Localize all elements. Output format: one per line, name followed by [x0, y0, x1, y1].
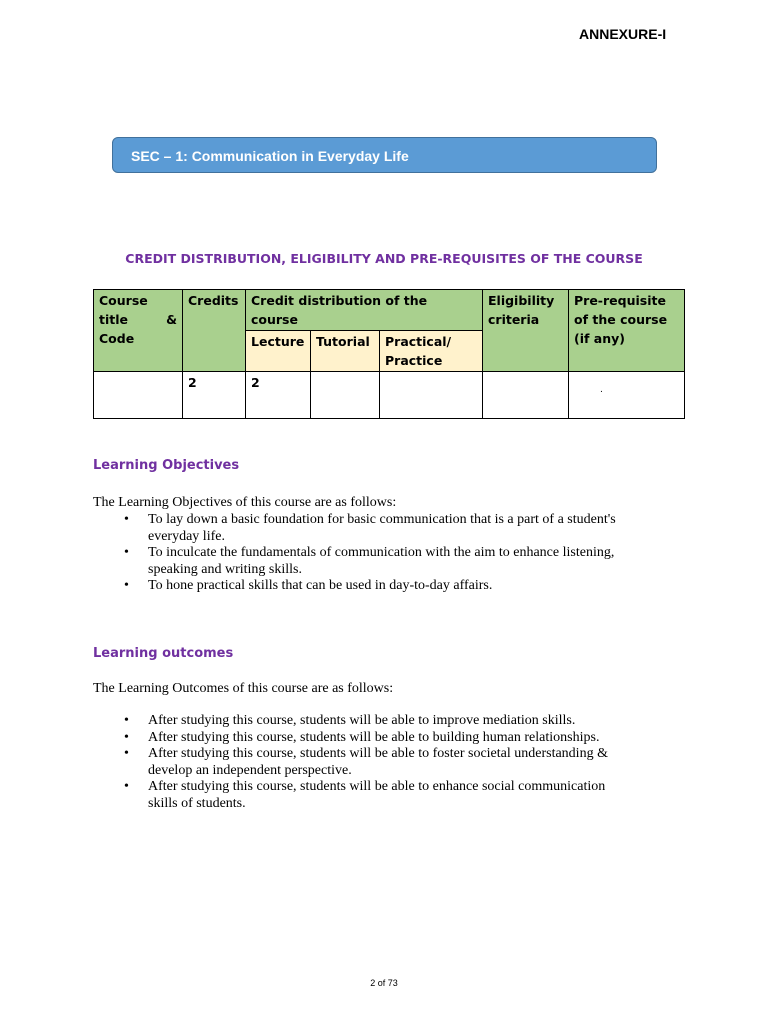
list-item [93, 730, 683, 747]
subheader-practical-line1: Practical/ [385, 334, 452, 349]
page-number: 2 of 73 [370, 978, 398, 988]
header-prereq-line1: Pre-requisite [574, 293, 666, 308]
subheader-practical-line2: Practice [385, 353, 443, 368]
outcome-4-line2: skills of students. [148, 795, 246, 811]
outcome-1-line1: After studying this course, students will be able to improve mediation skills. [148, 713, 576, 728]
learning-objectives-list [93, 512, 683, 595]
bullet-icon: • [124, 713, 129, 728]
header-course-title-code [94, 290, 183, 372]
annexure-label: ANNEXURE-I [579, 26, 667, 42]
bullet-icon: • [124, 729, 129, 745]
credit-distribution-heading: CREDIT DISTRIBUTION, ELIGIBILITY AND PRE-REQUISITES OF THE COURSE [125, 251, 643, 266]
cell-prereq-dot: . [600, 385, 603, 395]
header-prerequisite [569, 290, 685, 372]
course-title-banner: SEC – 1: Communication in Everyday Life [112, 137, 657, 173]
list-item [93, 779, 683, 812]
bullet-icon: • [124, 545, 129, 560]
outcome-3-line2: develop an independent perspective. [148, 762, 352, 778]
list-item [93, 746, 683, 779]
header-course-line1: Course [99, 293, 148, 308]
cell-lecture: 2 [246, 372, 311, 419]
cell-course [94, 372, 183, 419]
list-item [93, 713, 683, 730]
list-item [93, 512, 683, 545]
cell-credits: 2 [183, 372, 246, 419]
learning-outcomes-title: Learning outcomes [93, 646, 234, 661]
header-course-title-word: title [99, 312, 128, 327]
header-prereq-line2: of the course [574, 312, 668, 327]
learning-objectives-intro: The Learning Objectives of this course are as follows: [93, 495, 397, 510]
table-header-row [94, 290, 685, 331]
header-credit-distribution: Credit distribution of the course [246, 290, 483, 331]
header-course-line2 [99, 310, 177, 329]
list-item [93, 545, 683, 578]
credit-distribution-table [93, 289, 685, 419]
objective-1-line1: To lay down a basic foundation for basic communication that is a part of a student's [148, 512, 616, 527]
objective-2-line2: speaking and writing skills. [148, 561, 302, 577]
outcome-4-line1: After studying this course, students will be able to enhance social communication [148, 779, 606, 794]
learning-outcomes-intro: The Learning Outcomes of this course are as follows: [93, 681, 394, 696]
cell-eligibility [483, 372, 569, 419]
objective-3-line1: To hone practical skills that can be used in day-to-day affairs. [148, 578, 493, 593]
outcome-2-line1: After studying this course, students will be able to building human relationships. [148, 729, 600, 745]
subheader-practical [380, 331, 483, 372]
objective-2-line1: To inculcate the fundamentals of communication with the aim to enhance listening, [148, 545, 615, 560]
learning-objectives-title: Learning Objectives [93, 458, 240, 473]
cell-practical [380, 372, 483, 419]
subheader-lecture: Lecture [246, 331, 311, 372]
header-eligibility [483, 290, 569, 372]
header-course-ampersand: & [166, 312, 177, 327]
header-eligibility-line2: criteria [488, 312, 540, 327]
bullet-icon: • [124, 512, 129, 527]
bullet-icon: • [124, 779, 129, 794]
objective-1-line2: everyday life. [148, 528, 225, 544]
bullet-icon: • [124, 578, 129, 593]
bullet-icon: • [124, 746, 129, 761]
learning-outcomes-list [93, 713, 683, 812]
header-eligibility-line1: Eligibility [488, 293, 555, 308]
table-row [94, 372, 685, 419]
subheader-tutorial: Tutorial [311, 331, 380, 372]
list-item [93, 578, 683, 595]
header-prereq-line3: (if any) [574, 331, 625, 346]
header-credits: Credits [183, 290, 246, 372]
header-course-line3: Code [99, 331, 135, 346]
outcome-3-line1: After studying this course, students will be able to foster societal understanding & [148, 746, 608, 761]
cell-tutorial [311, 372, 380, 419]
cell-prerequisite [569, 372, 685, 419]
